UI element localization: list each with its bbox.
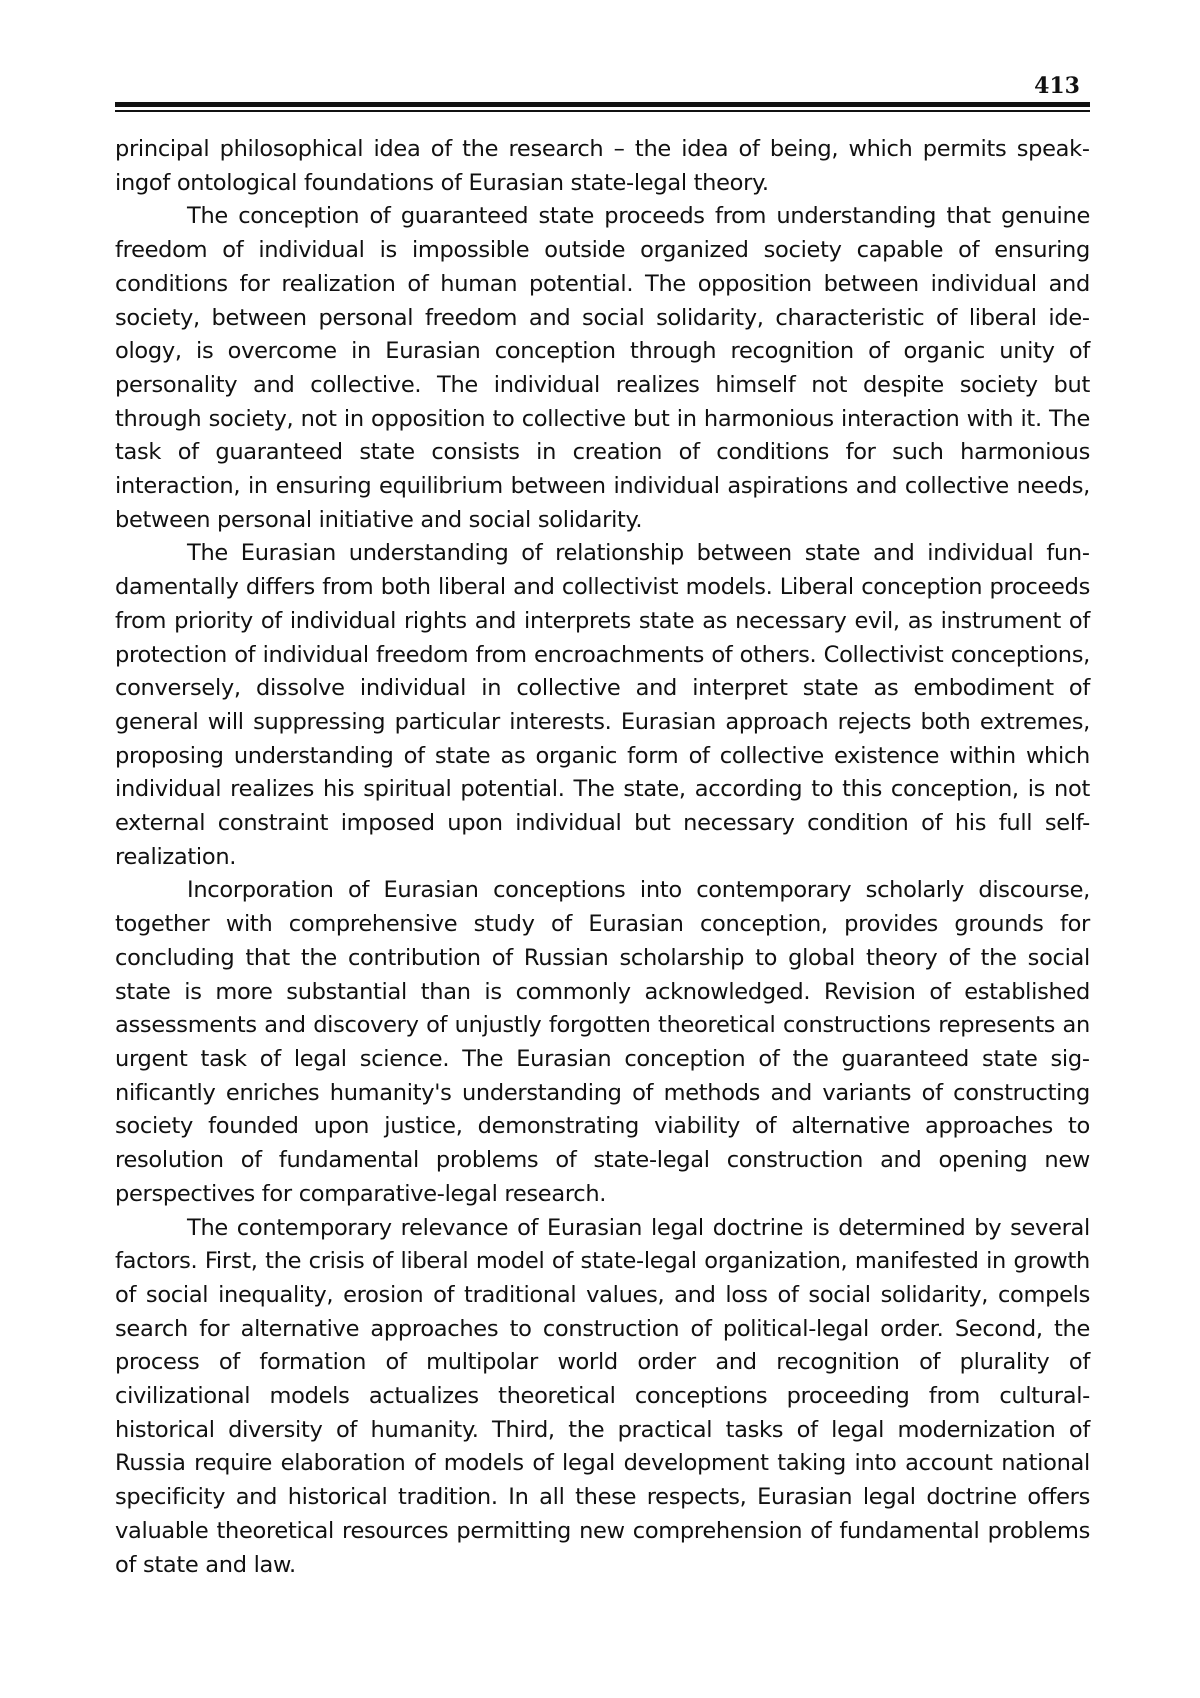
paragraph: The Eurasian understanding of relationship between state and individual fundamentally differs from both liberal and collectivist models. Liberal conception proceeds from priority of individual rights and interprets state as necessary evil, as instrument of protection of individual freedom from encroachments of others. Collectivist conceptions, conversely, dissolve individual in collective and interpret state as embodiment of general will suppressing particular interests. Eurasian approach rejects both extremes, proposing understanding of state as organic form of collective existence within which individual realizes his spiritual potential. The state, according to this conception, is not external constraint imposed upon individual but necessary condition of his full self-realization. — [115, 540, 1090, 870]
paragraph-continued: principal philosophical idea of the research – the idea of being, which permits speakingof ontological foundations of Eurasian state-legal theory. — [115, 136, 1090, 196]
page-number: 413 — [1034, 73, 1080, 99]
paragraph: The conception of guaranteed state proceeds from understanding that genuine freedom of individual is impossible outside organized society capable of ensuring conditions for realization of human potential. The opposition between individual and society, between personal freedom and social solidarity, characteristic of liberal ideology, is overcome in Eurasian conception through recognition of organic unity of personality and collective. The individual realizes himself not despite society but through society, not in opposition to collective but in harmonious interaction with it. The task of guaranteed state consists in creation of conditions for such harmonious interaction, in ensuring equilibrium between individual aspirations and collective needs, between personal initiative and social solidarity. — [115, 203, 1090, 533]
header-rule-thick — [115, 102, 1090, 107]
header-rule-thin — [115, 110, 1090, 112]
body-text — [115, 133, 1090, 1582]
paragraph: The contemporary relevance of Eurasian legal doctrine is determined by several factors. First, the crisis of liberal model of state-legal organization, manifested in growth of social inequality, erosion of traditional values, and loss of social solidarity, compels search for alternative approaches to construction of political-legal order. Second, the process of formation of multipolar world order and recognition of plurality of civilizational models actualizes theoretical conceptions proceeding from cultural-historical diversity of humanity. Third, the practical tasks of legal modernization of Russia require elaboration of models of legal development taking into account national specificity and historical tradition. In all these respects, Eurasian legal doctrine offers valuable theoretical resources permitting new comprehension of fundamental problems of state and law. — [115, 1214, 1090, 1578]
paragraph: Incorporation of Eurasian conceptions into contemporary scholarly discourse, together with comprehensive study of Eurasian conception, provides grounds for concluding that the contribution of Russian scholarship to global theory of the social state is more substantial than is commonly acknowledged. Revision of established assessments and discovery of unjustly forgotten theoretical constructions represents an urgent task of legal science. The Eurasian conception of the guaranteed state significantly enriches humanity's understanding of methods and variants of constructing society founded upon justice, demonstrating viability of alternative approaches to resolution of fundamental problems of state-legal construction and opening new perspectives for comparative-legal research. — [115, 877, 1090, 1207]
